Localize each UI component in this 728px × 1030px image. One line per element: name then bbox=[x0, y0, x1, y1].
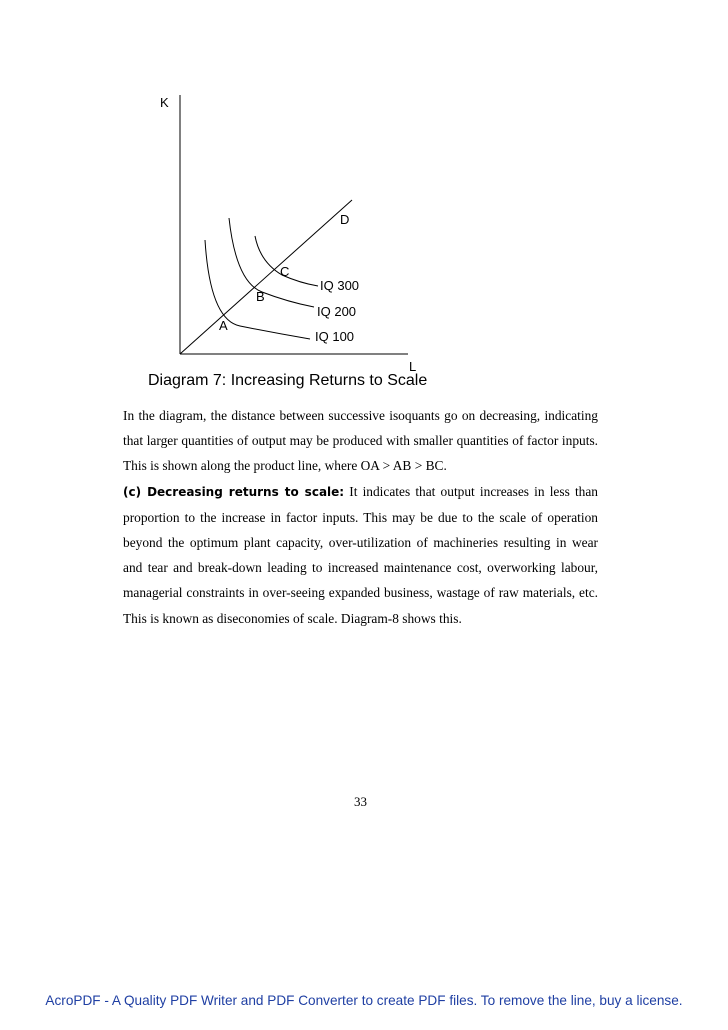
paragraph-isoquant-distance: In the diagram, the distance between successive isoquants go on decreasing, indicating that larger quantities of output may be produced with smaller quantities of factor inputs. This is shown along the product line, where OA > AB > BC. bbox=[123, 408, 598, 474]
section-heading-decreasing-returns: (c) Decreasing returns to scale: bbox=[123, 484, 345, 499]
diagram-caption: Diagram 7: Increasing Returns to Scale bbox=[148, 372, 428, 389]
page-number: 33 bbox=[354, 794, 367, 809]
isoquant-200 bbox=[229, 218, 314, 307]
ray-label: D bbox=[340, 212, 350, 227]
x-axis-label: L bbox=[409, 359, 417, 374]
paragraph-decreasing-returns bbox=[123, 479, 598, 631]
returns-to-scale-diagram bbox=[0, 0, 728, 400]
paragraph-decreasing-returns-text: It indicates that output increases in less than proportion to the increase in factor inputs. This may be due to the scale of operation beyond the optimum plant capacity, over-utilization of machineries resulting in wear and tear and break-down leading to increased maintenance cost, overworking labour, managerial constraints in over-seeing expanded business, wastage of raw materials, etc. This is known as diseconomies of scale. Diagram-8 shows this. bbox=[123, 483, 599, 626]
isoquant-label-300: IQ 300 bbox=[320, 278, 360, 293]
isoquant-label-100: IQ 100 bbox=[315, 329, 355, 344]
point-label-c: C bbox=[280, 264, 290, 279]
point-label-b: B bbox=[256, 289, 265, 304]
y-axis-label: K bbox=[160, 95, 169, 110]
isoquant-label-200: IQ 200 bbox=[317, 304, 357, 319]
point-label-a: A bbox=[219, 318, 228, 333]
body-text bbox=[123, 403, 598, 631]
watermark-footer: AcroPDF - A Quality PDF Writer and PDF Converter to create PDF files. To remove the line, buy a license. bbox=[45, 993, 683, 1008]
